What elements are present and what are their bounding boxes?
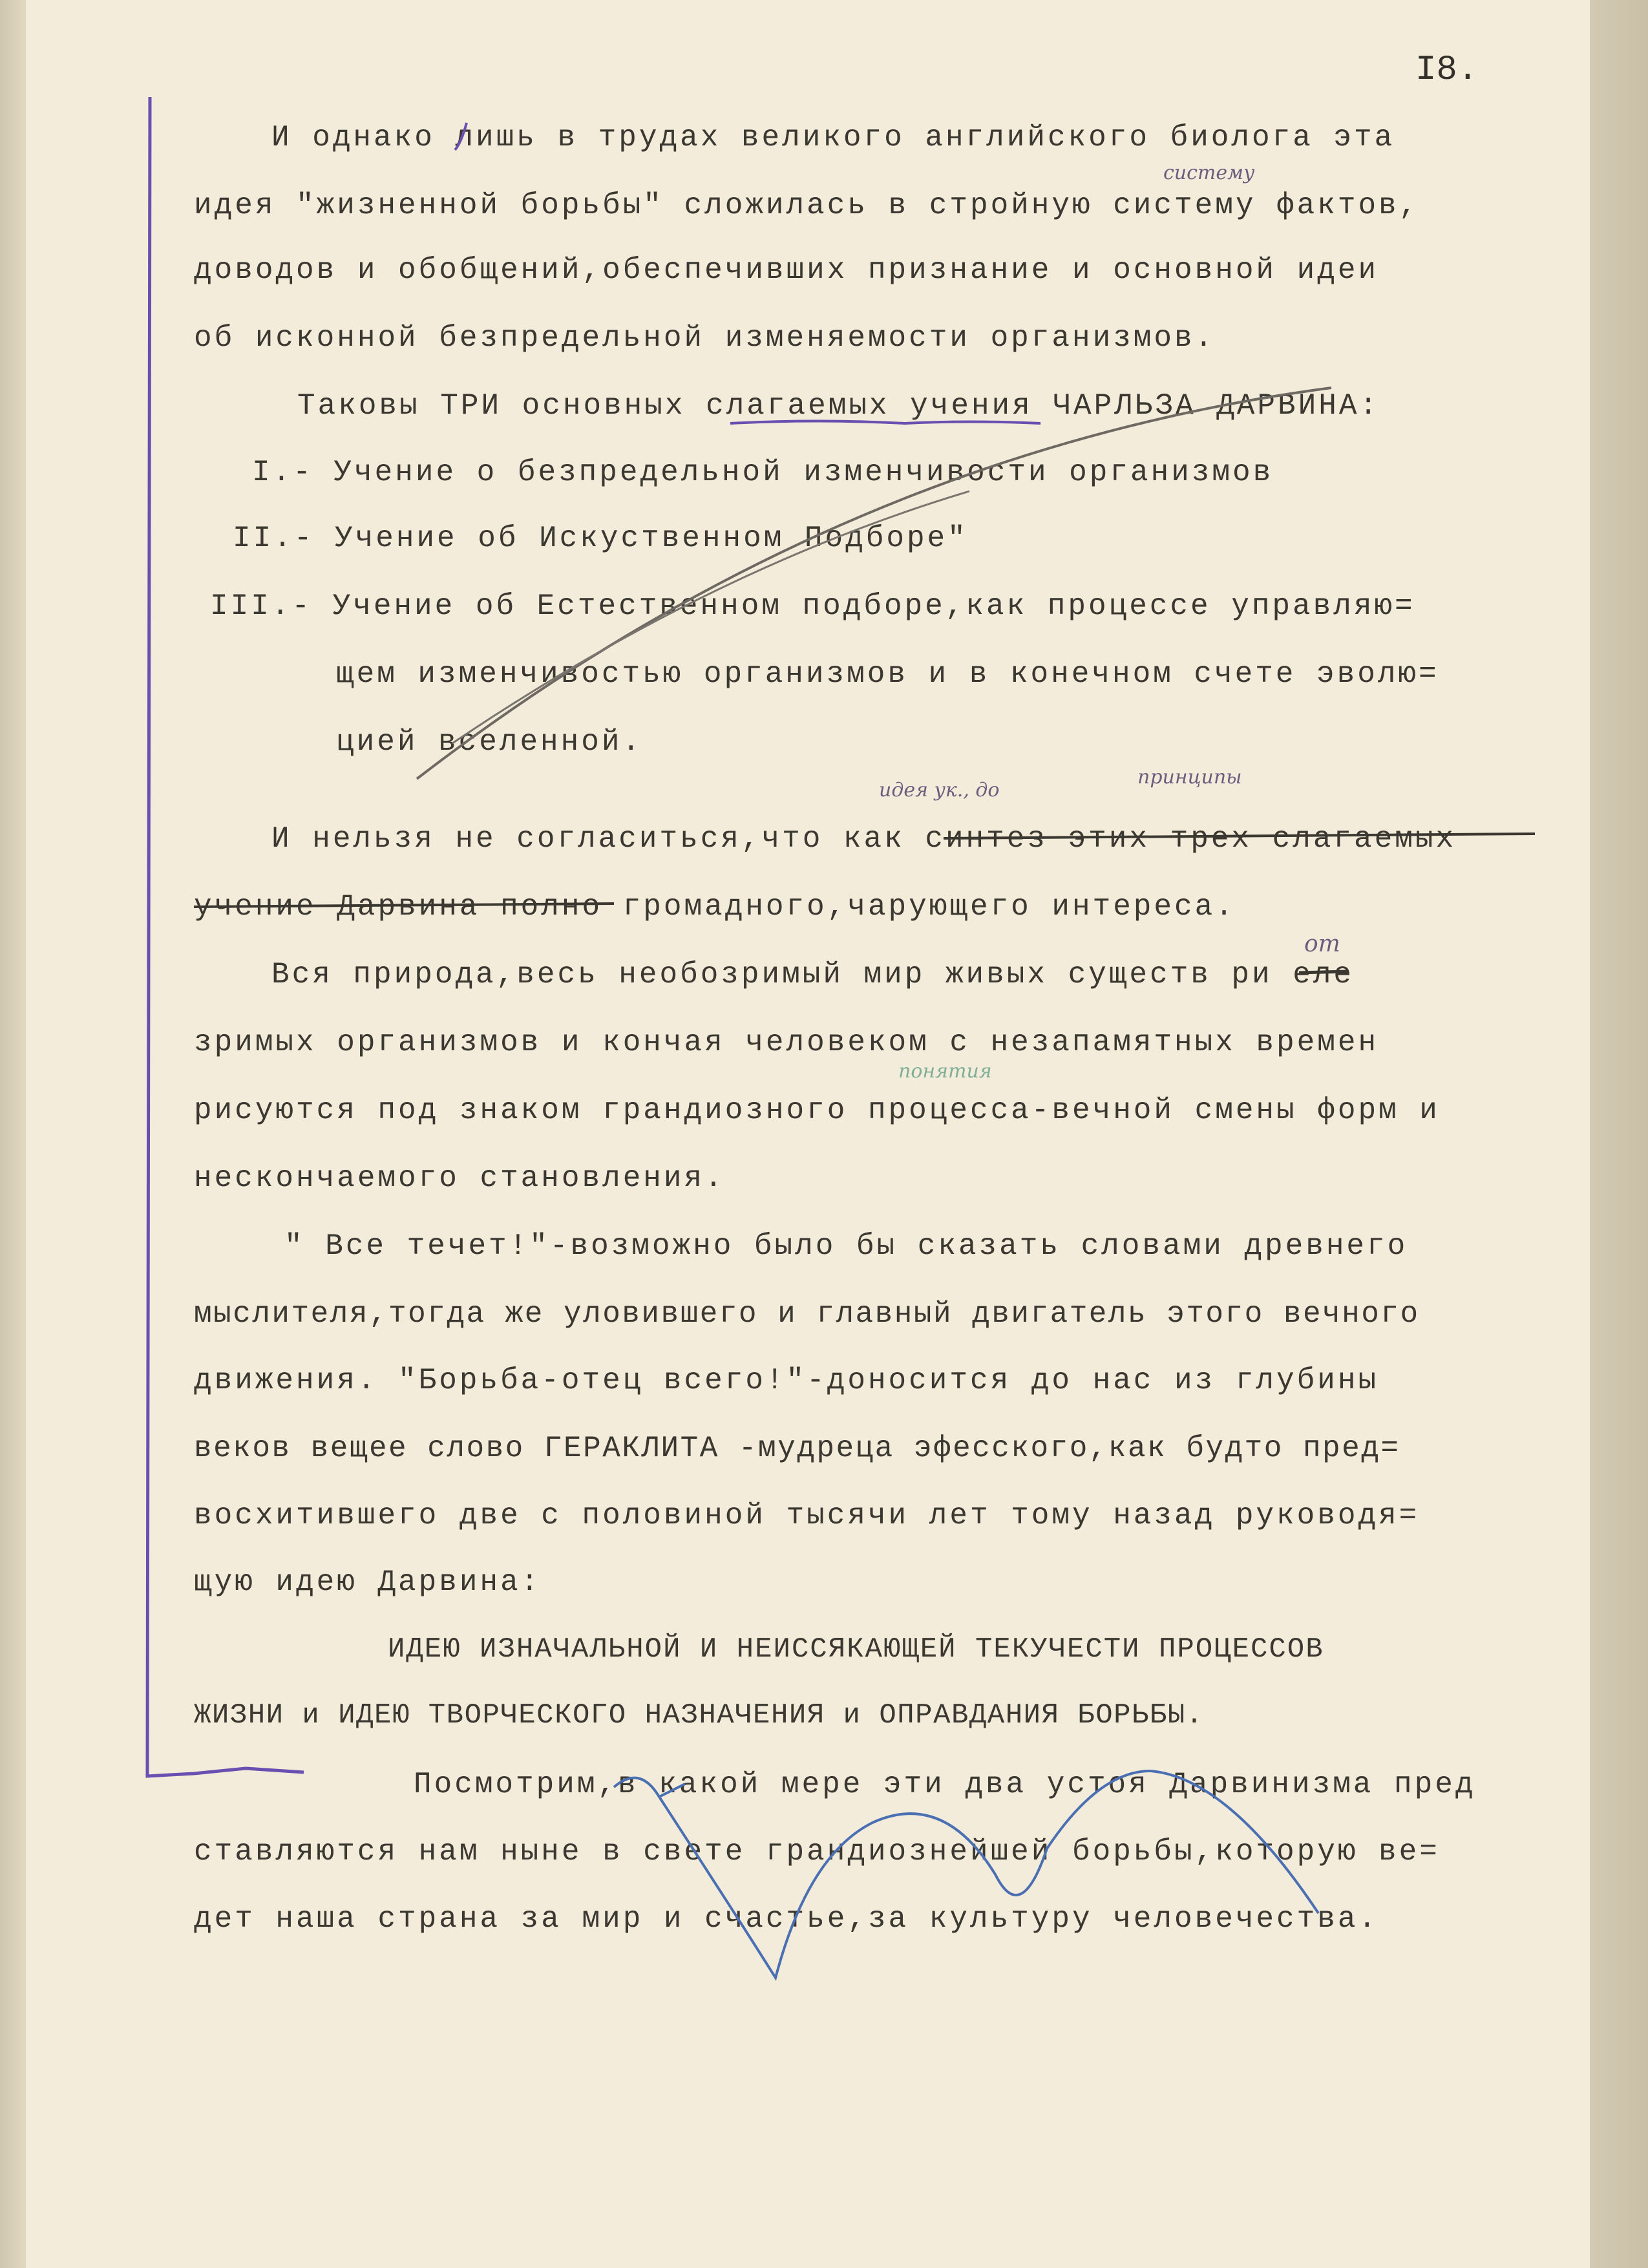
text-line: рисуются под знаком грандиозного процесса-вечной смены форм и xyxy=(194,1094,1440,1127)
pencil-strike-2 xyxy=(452,491,969,743)
margin-bracket-mark xyxy=(147,97,304,1776)
strike-synthesis xyxy=(944,834,1535,838)
text-line: И однако лишь в трудах великого английского биолога эта xyxy=(271,121,1395,154)
text-line: Вся природа,весь необозримый мир живых существ ри еле xyxy=(271,958,1355,991)
text-line: восхитившего две с половиной тысячи лет тому назад руководя= xyxy=(194,1499,1420,1532)
text-line: нескончаемого становления. xyxy=(194,1161,725,1195)
list-item: I.- Учение о безпредельной изменчивости организмов xyxy=(252,456,1274,489)
text-line: учение Дарвина полно громадного,чарующего интереса. xyxy=(194,890,1236,924)
handwritten-principles: принципы xyxy=(1137,766,1242,789)
text-line: идея "жизненной борьбы" сложилась в стройную систему фактов, xyxy=(194,189,1420,222)
underline-mark xyxy=(730,421,1041,424)
strike-uchenie xyxy=(194,904,614,907)
handwritten-idea: идея ук., до xyxy=(879,779,1000,801)
text-line: движения. "Борьба-отец всего!"-доносится до нас из глубины xyxy=(194,1364,1379,1397)
text-line: И нельзя не согласиться,что как синтез этих трех слагаемых xyxy=(271,822,1457,856)
handwritten-system: систему xyxy=(1163,162,1255,184)
text-line: " Все течет!"-возможно было бы сказать словами древнего xyxy=(284,1229,1408,1263)
handwritten-green-note: понятия xyxy=(898,1060,992,1083)
emphasis-line: ЖИЗНИ и ИДЕЮ ТВОРЧЕСКОГО НАЗНАЧЕНИЯ и ОПРАВДАНИЯ БОРЬБЫ. xyxy=(194,1699,1204,1732)
text-line: дет наша страна за мир и счастье,за культуру человечества. xyxy=(194,1902,1379,1936)
list-item-continued: щем изменчивостью организмов и в конечном счете эволю= xyxy=(336,657,1439,691)
list-item-continued: цией вселенной. xyxy=(336,725,643,759)
list-item: III.- Учение об Естественном подборе,как процессе управляю= xyxy=(210,589,1415,623)
text-line: веков вещее слово ГЕРАКЛИТА -мудреца эфесского,как будто пред= xyxy=(194,1432,1400,1465)
text-line: ставляются нам ныне в свете грандиознейшей борьбы,которую ве= xyxy=(194,1835,1440,1869)
pencil-strike-1 xyxy=(417,388,1331,779)
emphasis-line: ИДЕЮ ИЗНАЧАЛЬНОЙ И НЕИССЯКАЮЩЕЙ ТЕКУЧЕСТИ ПРОЦЕССОВ xyxy=(388,1633,1324,1666)
strike-ri xyxy=(1299,971,1347,973)
text-line: Таковы ТРИ основных слагаемых учения ЧАРЛЬЗА ДАРВИНА: xyxy=(297,389,1380,423)
blue-scribble xyxy=(614,1771,1318,1978)
text-line: доводов и обобщений,обеспечивших признание и основной идеи xyxy=(194,253,1379,287)
text-line: щую идею Дарвина: xyxy=(194,1565,542,1599)
text-line: Посмотрим,в какой мере эти два устоя Дарвинизма пред xyxy=(414,1768,1476,1801)
text-line: мыслителя,тогда же уловившего и главный двигатель этого вечного xyxy=(194,1297,1420,1331)
list-item: II.- Учение об Искуственном Подборе" xyxy=(233,522,968,555)
comma-mark xyxy=(455,123,467,150)
text-line: зримых организмов и кончая человеком с незапамятных времен xyxy=(194,1026,1379,1059)
handwritten-ot: от xyxy=(1304,931,1340,957)
text-line: об исконной безпредельной изменяемости организмов. xyxy=(194,321,1216,355)
page-number: I8. xyxy=(1415,50,1479,90)
